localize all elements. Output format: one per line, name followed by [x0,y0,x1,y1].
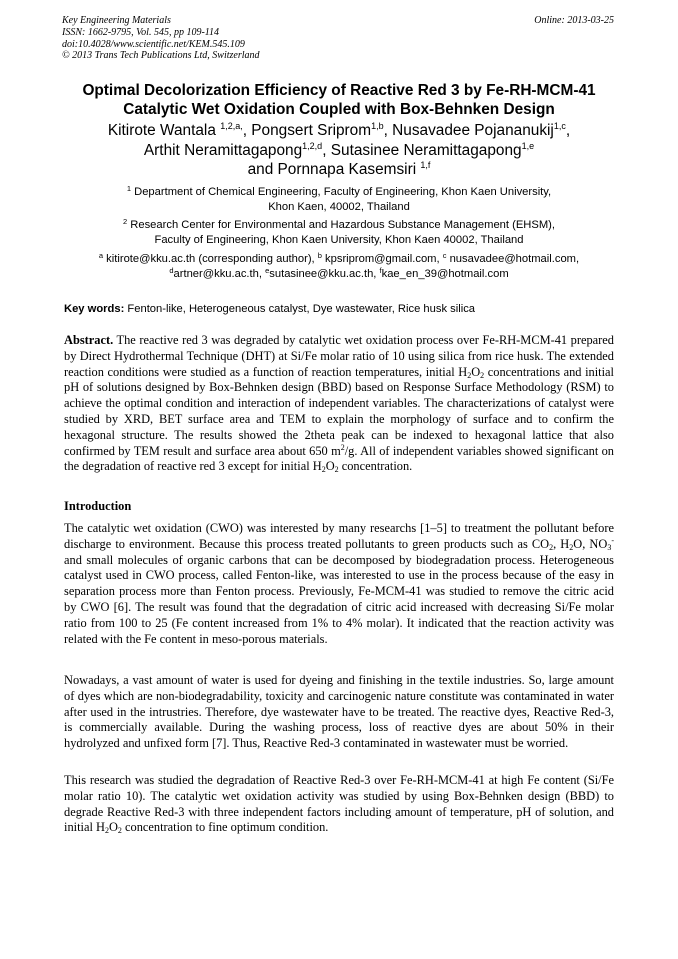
abstract-label: Abstract. [64,333,114,347]
title-line-2: Catalytic Wet Oxidation Coupled with Box-Behnken Design [123,100,555,118]
keywords [64,302,624,316]
journal-header [62,15,260,62]
keywords-text: Fenton-like, Heterogeneous catalyst, Dye wastewater, Rice husk silica [127,303,476,315]
author-name: Pongsert Sriprom [251,122,372,139]
journal-copyright: © 2013 Trans Tech Publications Ltd, Switzerland [62,50,260,62]
affiliations [60,185,618,282]
author-list [60,121,618,180]
author-affil-sup: 1,c [553,121,566,131]
abstract: Abstract. The reactive red 3 was degraded by catalytic wet oxidation process over Fe-RH-MCM-41 prepared by Direct Hydrothermal Technique (DHT) at Si/Fe molar ratio of 10 using silica from rice husk. The extended reaction conditions were studied as a function of reaction temperatures, initial $H_2O_2$ concentrations and initial pH of solutions designed by Box-Behnken design (BBD) based on Response Surface Methodology (RSM) to achieve the optimal condition and interaction of independent variables. The characterizations of catalyst were studied by XRD, BET surface area and TEM to explain the morphology of surface and to confirm the hexagonal structure. The results showed the 2theta peak can be indexed to hexagonal lattice that also confirmed by TEM result and surface area about 650 $m^2/g$. All of independent variables showed significant on the degradation of reactive red 3 except for initial $H_2O_2$ concentration. [64,333,615,475]
online-date: Online: 2013-03-25 [534,15,614,26]
intro-paragraph-1: The catalytic wet oxidation (CWO) was interested by many researchs [1–5] to treatment the pollutant before discharge to environment. Because this process treated pollutants to green products such as $CO_2$, $H_2O$, $NO_3^-$ and small molecules of organic carbons that can be decomposed by biodegradation process. Heterogeneous catalyst used in CWO process, called Fenton-like, was interested to use in the process because of the easy in separation process more than Fenton process. Previously, Fe-MCM-41 was studied to remove the citric acid by CWO [6]. The result was found that the degradation of citric acid increased with decreasing Si/Fe molar ratio from 100 to 25 (Fe content increased from 1% to 4% molar). It indicated that the reaction activity was related with the Fe content in meso-porous materials. [64,521,614,646]
email-link[interactable]: kpsriprom@gmail.com, [325,253,440,265]
intro-paragraph-2: Nowadays, a vast amount of water is used for dyeing and finishing in the textile industries. So, large amount of dyes which are non-biodegradability, toxicity and carcinogenic nature constitute was contaminated in water after used in the intrustries. Therefore, dye wastewater have to be treated. The reactive dyes, Reactive Red-3, is commercially available. During the washing process, loss of reactive dyes are about 50% in their hydrolyzed and unfixed form [7]. Thus, Reactive Red-3 contaminated in wastewater must be worried. [64,673,614,751]
title-line-1: Optimal Decolorization Efficiency of Reactive Red 3 by Fe-RH-MCM-41 [82,82,596,99]
author-line-2: Arthit Neramittagapong$^{1,2,d}$, Sutasinee Neramittagapong$^{1,e}$ [143,140,535,159]
author-affil-sup: 1,e [521,140,535,151]
email-link[interactable]: sutasinee@kku.ac.th, [269,268,377,280]
author-affil-sup: 1,f [420,160,431,170]
author-name: Kitirote Wantala [107,122,216,139]
journal-doi: doi:10.4028/www.scientific.net/KEM.545.109 [62,38,245,50]
section-heading-introduction: Introduction [64,499,132,513]
affiliation-2: $^2$ Research Center for Environmental and Hazardous Substance Management (EHSM), Faculty of Engineering, Khon Kaen University, Khon Kaen 40002, Thailand [123,217,555,246]
author-emails: $^a$ kitirote@kku.ac.th (corresponding author), $^b$ kpsriprom@gmail.com, $^c$ nusavadee@hotmail.com, $^d$artner@kku.ac.th, $^e$sutasinee@kku.ac.th, $^f$kae_en_39@hotmail.com [98,251,580,280]
email-link[interactable]: kitirote@kku.ac.th (corresponding author), [106,253,315,265]
author-affil-sup: 1,2,d [302,140,323,151]
author-line-1: Kitirote Wantala $^{1,2,a,}$, Pongsert Sriprom$^{1,b}$, Nusavadee Pojananukij$^{1,c}$, [107,121,571,139]
affiliation-1: $^1$ Department of Chemical Engineering, Faculty of Engineering, Khon Kaen University, Khon Kaen, 40002, Thailand [126,184,552,213]
journal-issn: ISSN: 1662-9795, Vol. 545, pp 109-114 [62,26,220,38]
email-link[interactable]: kae_en_39@hotmail.com [381,268,509,280]
author-name: Arthit Neramittagapong [143,141,303,159]
email-link[interactable]: nusavadee@hotmail.com, [449,253,580,265]
paper-title [60,82,618,119]
author-name: and Pornnapa Kasemsiri [247,161,417,178]
author-affil-sup: 1,2,a, [220,121,243,131]
email-link[interactable]: artner@kku.ac.th, [173,268,262,280]
journal-name: Key Engineering Materials [62,15,171,26]
author-name: Sutasinee Neramittagapong [330,141,522,159]
author-name: Nusavadee Pojananukij [392,122,554,139]
author-affil-sup: 1,b [371,121,384,131]
intro-paragraph-3: This research was studied the degradation of Reactive Red-3 over Fe-RH-MCM-41 at high Fe content (Si/Fe molar ratio 10). The catalytic wet oxidation activity was studied by using Box-Behnken design (BBD) to degrade Reactive Red-3 with three independent factors including amount of temperature, pH of solution, and initial $H_2O_2$ concentration to fine optimum condition. [64,773,614,836]
author-line-3 [60,160,618,180]
keywords-label: Key words: [64,303,125,315]
